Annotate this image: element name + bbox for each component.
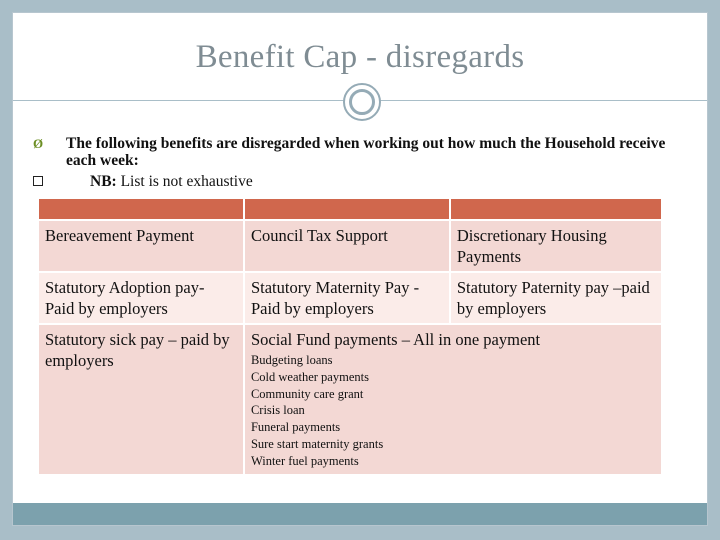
bullet-note: [23, 173, 683, 190]
checkbox-bullet-icon: [33, 176, 43, 186]
table-row: [39, 221, 661, 271]
bullet-list: [23, 135, 683, 190]
arrow-bullet-icon: Ø: [33, 136, 44, 151]
table-cell: Bereavement Payment: [39, 221, 243, 271]
header-cell: [451, 199, 661, 219]
bottom-band: [13, 503, 707, 525]
social-fund-list: [251, 352, 655, 470]
bullet-intro-text: The following benefits are disregarded when working out how much the Household receive each week:: [66, 135, 666, 169]
table-cell: Discretionary Housing Payments: [451, 221, 661, 271]
benefits-table: [37, 197, 663, 476]
slide-title: Benefit Cap - disregards: [195, 39, 525, 75]
table-row: [39, 325, 661, 474]
header-cell: [245, 199, 449, 219]
table-row: [39, 273, 661, 323]
list-item: Crisis loan: [250, 403, 305, 418]
list-item: Winter fuel payments: [250, 453, 359, 468]
table-cell: Council Tax Support: [245, 221, 449, 271]
table-cell: Statutory Paternity pay –paid by employers: [451, 273, 661, 323]
list-item: Budgeting loans: [250, 353, 333, 367]
social-fund-heading: Social Fund payments – All in one payment: [250, 330, 541, 349]
table-cell: Statutory sick pay – paid by employers: [39, 325, 243, 474]
circle-ornament-icon: [343, 83, 381, 121]
note-label: NB:: [90, 173, 117, 190]
table-header-row: [39, 199, 661, 219]
list-item: Community care grant: [250, 386, 364, 401]
note-text: List is not exhaustive: [116, 173, 253, 190]
slide: [12, 12, 708, 526]
list-item: Funeral payments: [250, 420, 341, 435]
list-item: Sure start maternity grants: [250, 436, 384, 451]
table-cell: Statutory Maternity Pay - Paid by employers: [245, 273, 449, 323]
social-fund-cell: [245, 325, 661, 474]
list-item: Cold weather payments: [250, 369, 369, 384]
header-cell: [39, 199, 243, 219]
table-cell: Statutory Adoption pay- Paid by employers: [39, 273, 243, 323]
bullet-intro: [23, 135, 683, 169]
circle-ornament-inner: [349, 89, 375, 115]
